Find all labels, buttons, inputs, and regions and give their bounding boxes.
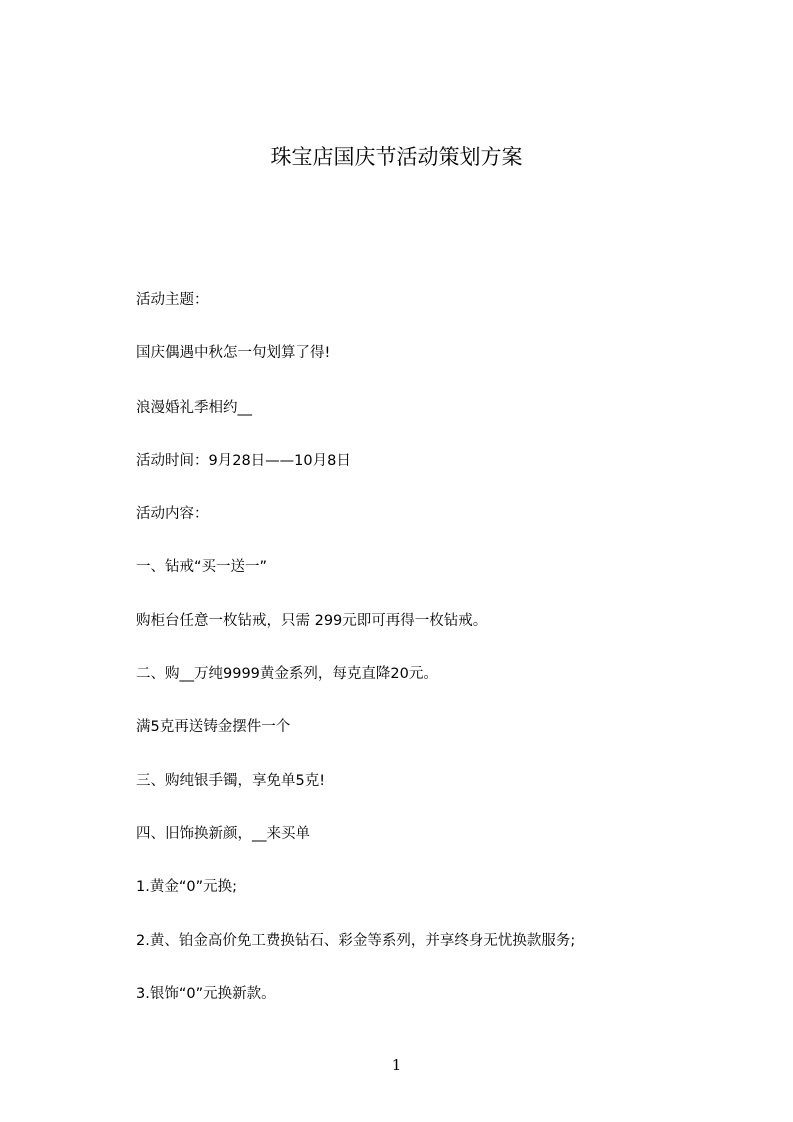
item-4-sub-2: 2.黄、铂金高价免工费换钻石、彩金等系列，并享终身无忧换款服务; [136, 933, 576, 949]
page-title: 珠宝店国庆节活动策划方案 [270, 145, 523, 169]
item-3-heading: 三、购纯银手镯，享免单5克! [136, 773, 326, 789]
item-2-heading: 二、购__万纯9999黄金系列，每克直降20元。 [136, 666, 438, 682]
item-4-heading: 四、旧饰换新颜，__来买单 [136, 826, 310, 842]
item-2-detail: 满5克再送铸金摆件一个 [136, 719, 291, 735]
activity-time: 活动时间：9月28日——10月8日 [136, 453, 351, 469]
theme-line-2: 浪漫婚礼季相约__ [136, 400, 252, 416]
section-heading-theme: 活动主题： [136, 292, 209, 308]
page-number: 1 [391, 1056, 402, 1074]
theme-line-1: 国庆偶遇中秋怎一句划算了得! [136, 345, 331, 361]
item-1-detail: 购柜台任意一枚钻戒，只需 299元即可再得一枚钻戒。 [136, 613, 488, 629]
item-1-heading: 一、钻戒“买一送一” [136, 559, 268, 575]
section-heading-content: 活动内容： [136, 506, 209, 522]
item-4-sub-3: 3.银饰“0”元换新款。 [136, 986, 276, 1002]
item-4-sub-1: 1.黄金“0”元换; [136, 879, 237, 895]
